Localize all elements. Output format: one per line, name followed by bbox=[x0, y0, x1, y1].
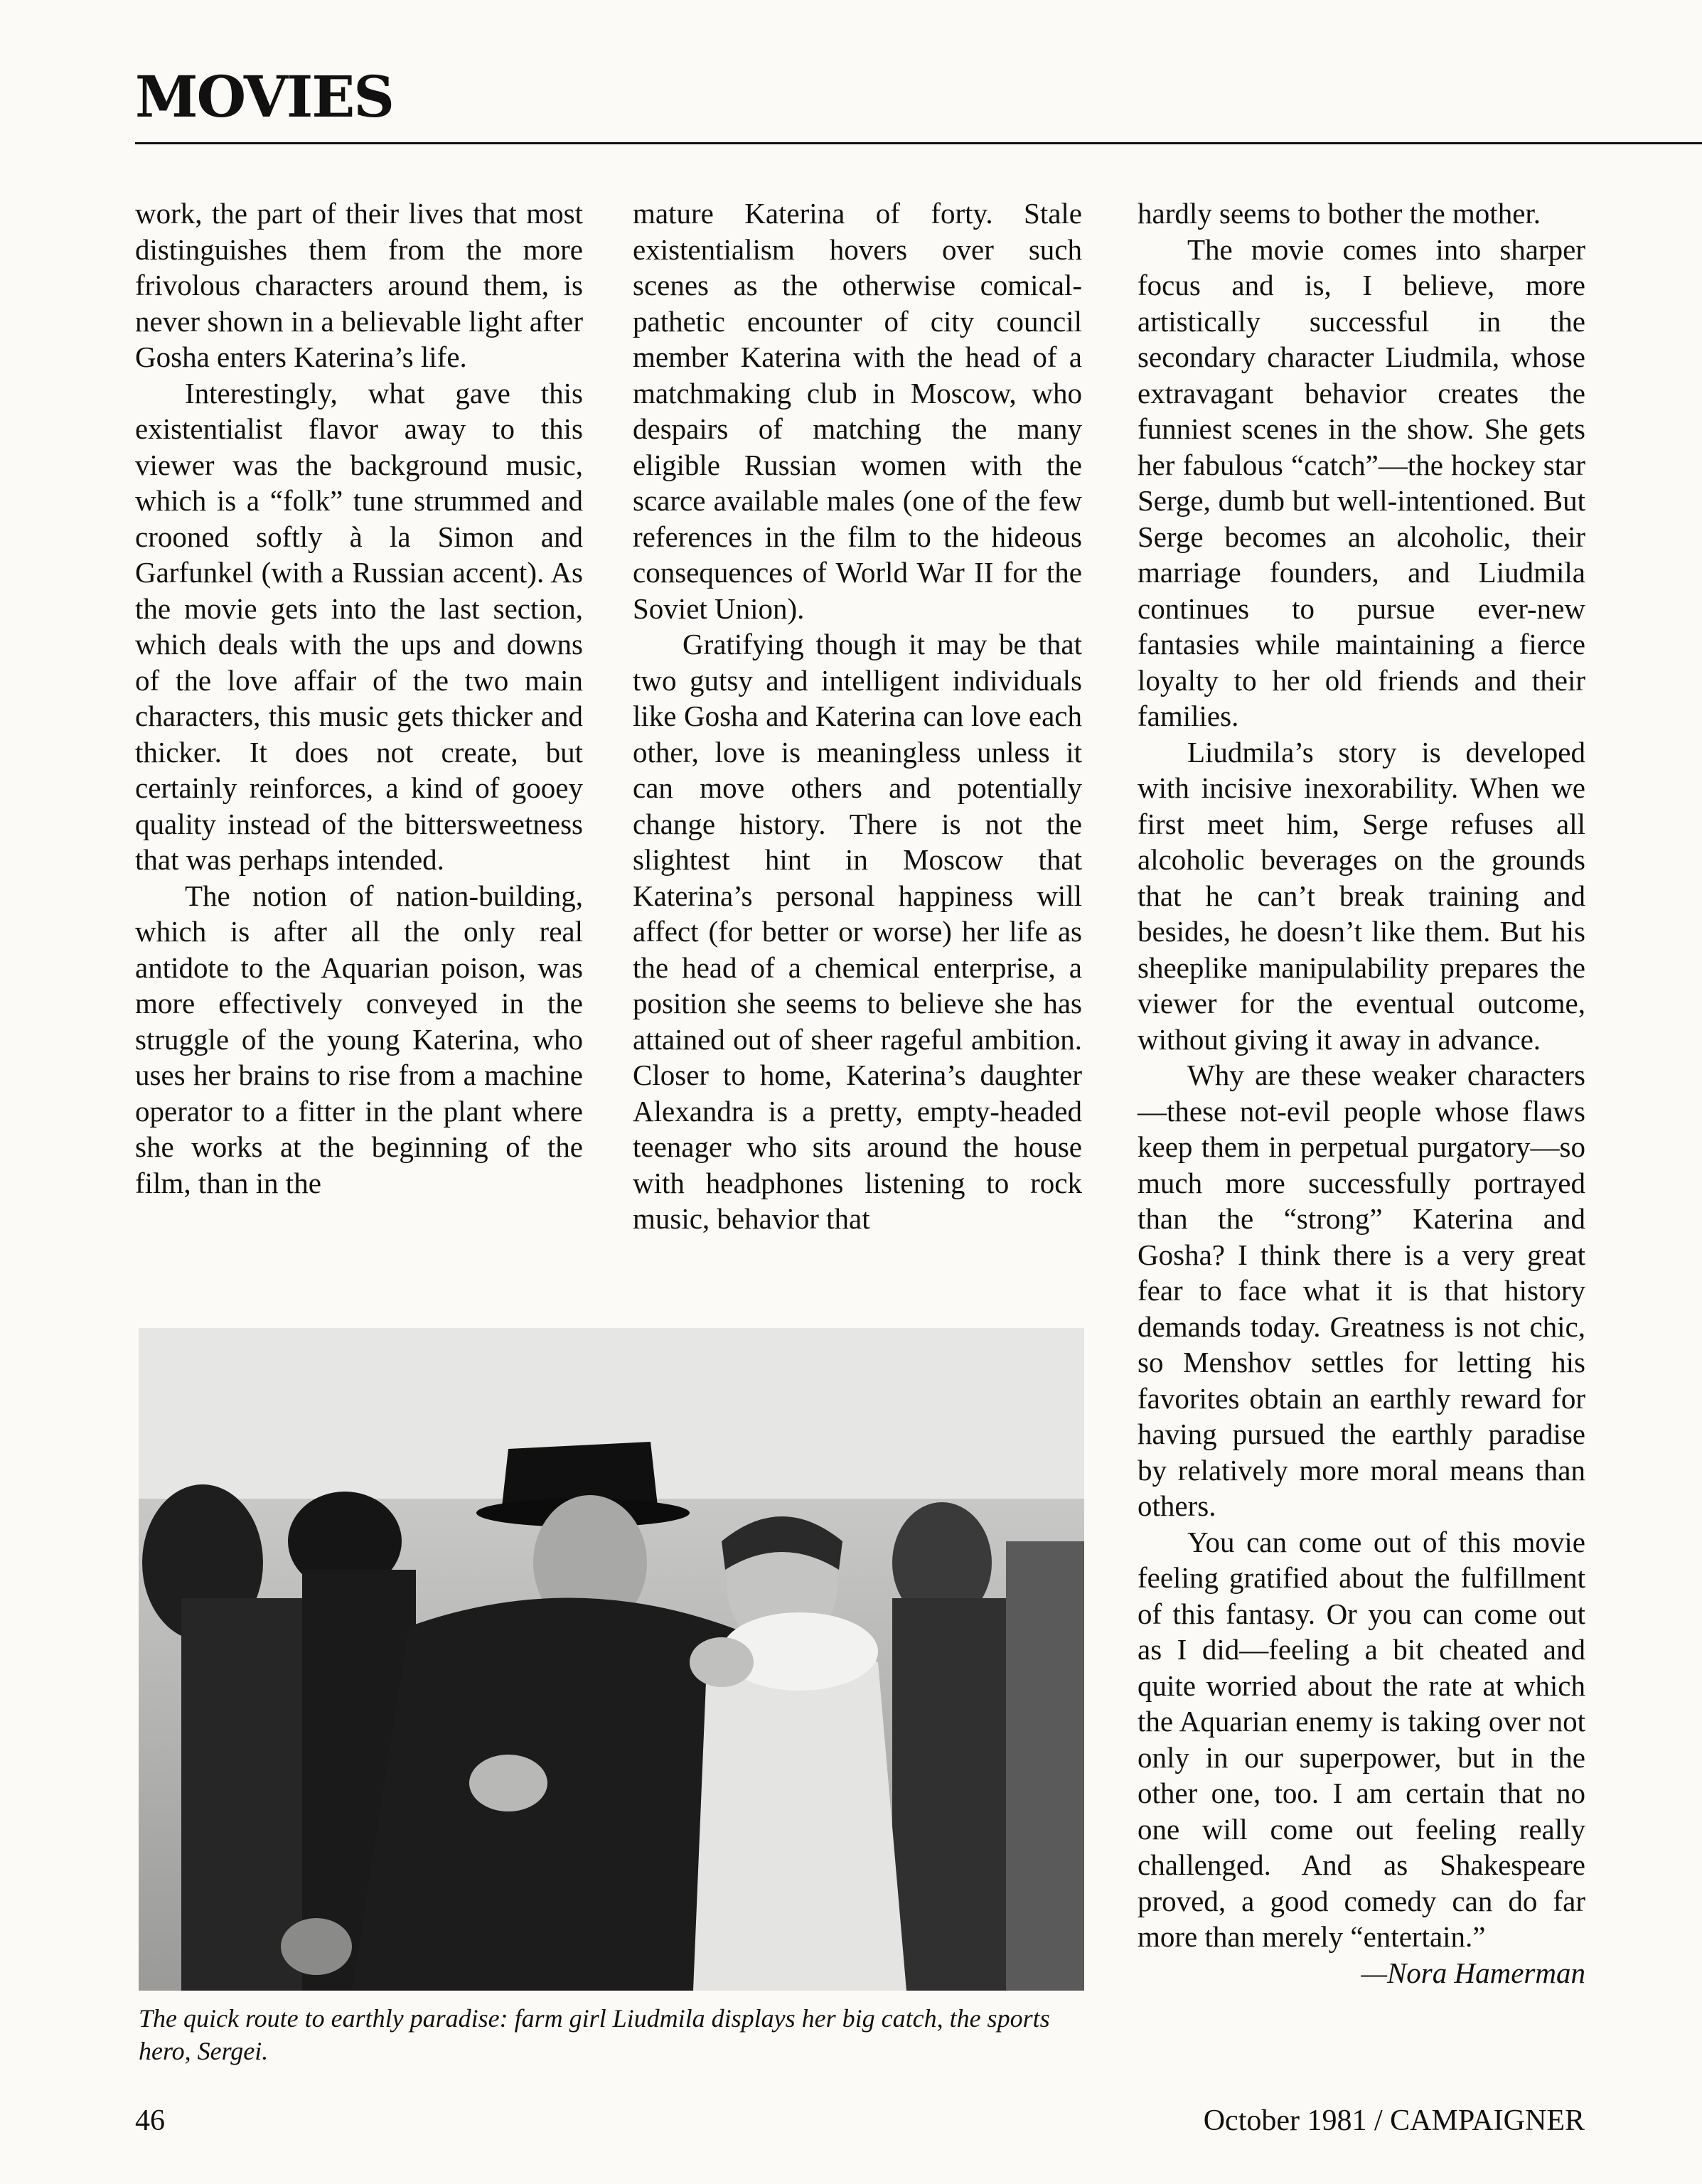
paragraph: work, the part of their lives that most distinguishes them from the more frivolous characters around them, is never shown in a believable light after Gosha enters Katerina’s life. bbox=[135, 197, 583, 373]
paragraph: hardly seems to bother the mother. bbox=[1138, 197, 1541, 230]
paragraph: You can come out of this movie feeling gratified about the fulfillment of this fantasy. Or you can come out as I did—feeling a bit cheated and quite worried about the rate at which the Aquarian enemy is taking over not only in our superpower, but in the other one, too. I am certain that no one will come out feeling really challenged. And as Shakespeare proved, a good comedy can do far more than merely “entertain.” bbox=[1138, 1525, 1585, 1953]
page-number: 46 bbox=[135, 2104, 165, 2137]
byline: —Nora Hamerman bbox=[1361, 1956, 1585, 1989]
column-3 bbox=[1138, 196, 1585, 1991]
paragraph: Why are these weaker characters—these not-evil people whose flaws keep them in perpetual purgatory—so much more successfully portrayed than the “strong” Katerina and Gosha? I think there is a very great fear to face what it is that history demands today. Greatness is not chic, so Menshov settles for letting his favorites obtain an earthly reward for having pursued the earthly paradise by relatively more moral means than others. bbox=[1138, 1059, 1585, 1522]
photo-caption: The quick route to earthly paradise: farm girl Liudmila displays her big catch, the sports hero, Sergei. bbox=[139, 2004, 1050, 2065]
film-still-photo bbox=[139, 1328, 1084, 1991]
paragraph: The notion of nation-building, which is after all the only real antidote to the Aquarian poison, was more effectively conveyed in the struggle of the young Katerina, who uses her brains to rise from a machine operator to a fitter in the plant where she works at the beginning of the film, than in the bbox=[135, 879, 583, 1199]
column-2 bbox=[633, 196, 1082, 1237]
issue-line: October 1981 / CAMPAIGNER bbox=[1203, 2104, 1585, 2137]
section-title: MOVIES bbox=[135, 63, 394, 130]
photo-illustration bbox=[139, 1328, 1084, 1991]
paragraph: Interestingly, what gave this existentialist flavor away to this viewer was the background music, which is a “folk” tune strummed and crooned softly à la Simon and Garfunkel (with a Russian accent). As the movie gets into the last section, which deals with the ups and downs of the love affair of the two main characters, this music gets thicker and thicker. It does not create, but certainly reinforces, a kind of gooey quality instead of the bittersweetness that was perhaps intended. bbox=[135, 376, 583, 876]
column-1 bbox=[135, 196, 583, 1201]
paragraph: mature Katerina of forty. Stale existentialism hovers over such scenes as the otherwise comical-pathetic encounter of city council member Katerina with the head of a matchmaking club in Moscow, who despairs of matching the many eligible Russian women with the scarce available males (one of the few references in the film to the hideous consequences of World War II for the Soviet Union). bbox=[633, 197, 1082, 625]
paragraph: Liudmila’s story is developed with incisive inexorability. When we first meet him, Serge refuses all alcoholic beverages on the grounds that he can’t break training and besides, he doesn’t like them. But his sheeplike manipulability prepares the viewer for the eventual outcome, without giving it away in advance. bbox=[1138, 735, 1585, 1056]
paragraph: Gratifying though it may be that two gutsy and intelligent individuals like Gosha and Katerina can love each other, love is meaningless unless it can move others and potentially change history. There is not the slightest hint in Moscow that Katerina’s personal happiness will affect (for better or worse) her life as the head of a chemical enterprise, a position she seems to believe she has attained out of sheer rageful ambition. Closer to home, Katerina’s daughter Alexandra is a pretty, empty-headed teenager who sits around the house with headphones listening to rock music, behavior that bbox=[633, 628, 1082, 1235]
paragraph: The movie comes into sharper focus and is, I believe, more artistically successful in the secondary character Liudmila, whose extravagant behavior creates the funniest scenes in the show. She gets her fabulous “catch”—the hockey star Serge, dumb but well-intentioned. But Serge becomes an alcoholic, their marriage founders, and Liudmila continues to pursue ever-new fantasies while maintaining a fierce loyalty to her old friends and their families. bbox=[1138, 232, 1585, 732]
header-rule bbox=[135, 142, 1702, 144]
